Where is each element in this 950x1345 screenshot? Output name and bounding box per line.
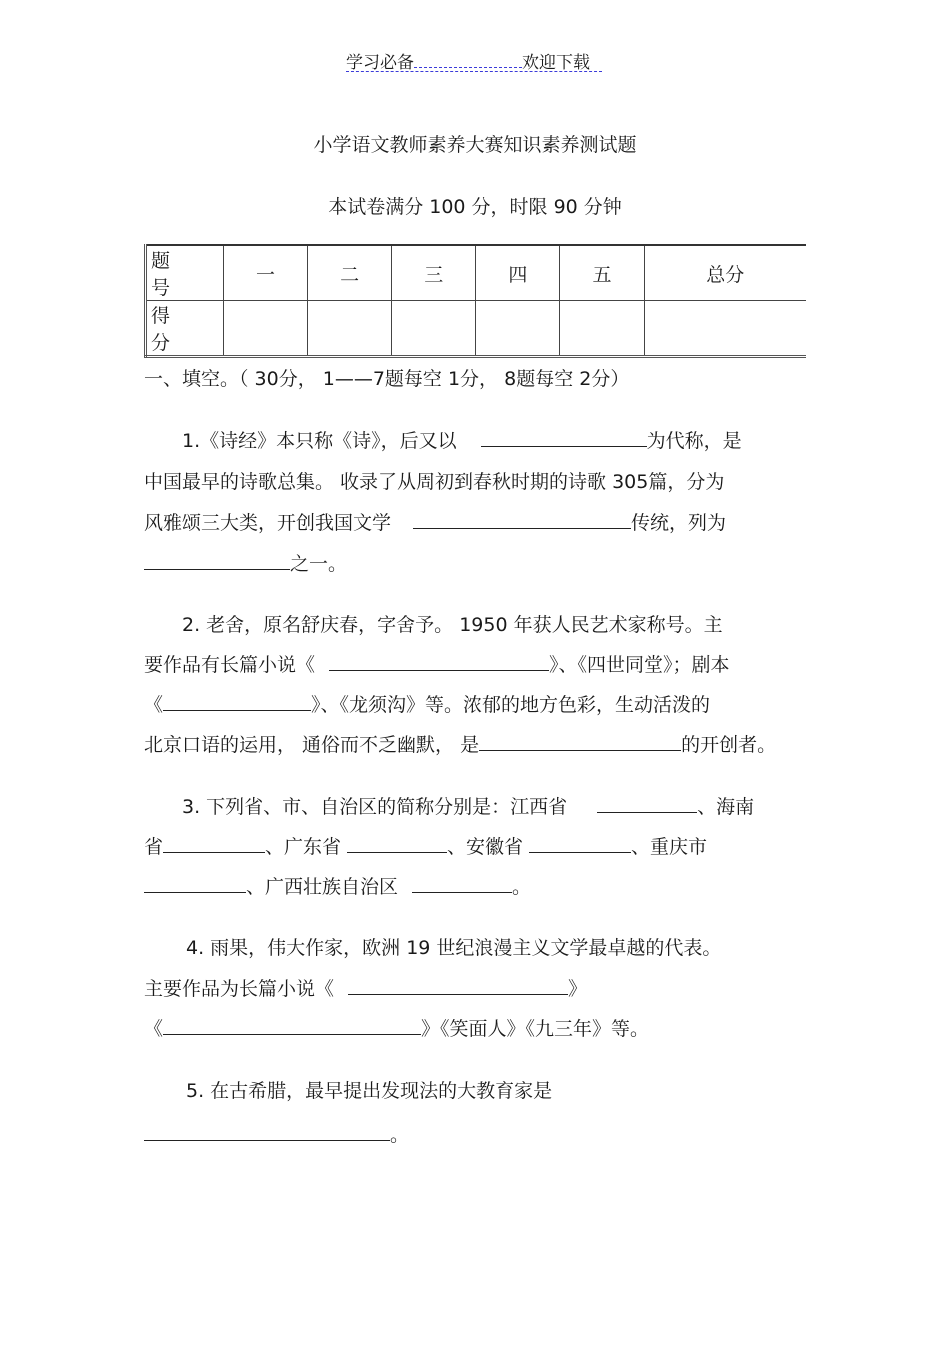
q2-blank-3[interactable] [479,732,681,751]
q4-line-2 [144,974,587,1001]
q1-blank-1[interactable] [481,428,647,447]
q2-line-3 [144,690,710,717]
row-label-score: 得分 [146,301,224,357]
q1-text-3a: 风雅颂三大类，开创我国文学 [144,512,392,534]
row-label-question-number: 题号 [146,245,224,301]
q3-text-1b: 、海南 [697,796,755,818]
q2-blank-1[interactable] [329,652,549,671]
q4-text-3b: 》《笑面人》《九三年》等。 [421,1018,650,1040]
q3-text-3b: 。 [512,876,532,898]
q4-line-3 [144,1014,649,1041]
q3-text-2d: 、重庆市 [631,836,708,858]
column-header-1: 一 [224,245,308,301]
header-right-text: 欢迎下载 [522,53,590,73]
q4-line-1: 4. 雨果，伟大作家，欧洲 19 世纪浪漫主义文学最卓越的代表。 [186,937,722,959]
q4-blank-2[interactable] [163,1016,421,1035]
score-cell-total[interactable] [644,301,806,357]
score-cell-5[interactable] [560,301,644,357]
q3-text-3a: 、广西壮族自治区 [246,876,399,898]
score-cell-4[interactable] [476,301,560,357]
q2-text-3a: 《 [144,694,164,716]
q5-line-2 [144,1120,409,1147]
score-table-header-row [146,245,807,301]
header-gap [414,53,522,68]
score-cell-2[interactable] [308,301,392,357]
column-header-2: 二 [308,245,392,301]
q2-text-3b: 》、《龙须沟》等。浓郁的地方色彩，生动活泼的 [311,694,711,716]
header-underline [346,71,602,72]
q3-text-2b: 、广东省 [265,836,342,858]
q1-text-3b: 传统，列为 [631,512,727,534]
score-table-score-row [146,301,807,357]
q4-text-2a: 主要作品为长篇小说《 [144,978,335,1000]
q3-blank-jiangxi[interactable] [597,794,697,813]
q3-blank-guangdong[interactable] [347,834,447,853]
q1-line-2: 中国最早的诗歌总集。 收录了从周初到春秋时期的诗歌 305篇，分为 [144,471,725,493]
column-header-total: 总分 [644,245,806,301]
q2-text-2b: 》、《四世同堂》；剧本 [549,654,730,676]
q1-line-3 [144,508,726,535]
q2-blank-2[interactable] [163,692,311,711]
q3-blank-guangxi[interactable] [412,874,512,893]
q5-blank-1[interactable] [144,1122,390,1141]
q2-line-2 [144,650,730,677]
header-left-text: 学习必备 [346,53,414,73]
q1-blank-2[interactable] [413,510,631,529]
q4-blank-1[interactable] [348,976,568,995]
q3-blank-chongqing[interactable] [144,874,246,893]
q1-text-1a: 1.《诗经》本只称《诗》，后又以 [182,430,457,452]
q3-blank-anhui[interactable] [529,834,631,853]
section-1-title: 一、填空。（ 30分， 1——7题每空 1分， 8题每空 2分） [144,368,630,390]
q4-text-2b: 》 [568,978,588,1000]
page-header [346,48,590,73]
score-cell-3[interactable] [392,301,476,357]
q1-line-1 [182,426,742,453]
q2-text-2a: 要作品有长篇小说《 [144,654,316,676]
column-header-5: 五 [560,245,644,301]
page-subtitle: 本试卷满分 100 分，时限 90 分钟 [328,196,622,218]
q5-text-2: 。 [390,1124,410,1146]
q1-blank-3[interactable] [144,551,290,570]
q3-text-2a: 省 [144,836,164,858]
score-cell-1[interactable] [224,301,308,357]
column-header-3: 三 [392,245,476,301]
q3-line-1 [182,792,754,819]
q3-text-1a: 3. 下列省、市、自治区的简称分别是：江西省 [182,796,568,818]
q5-line-1: 5. 在古希腊，最早提出发现法的大教育家是 [186,1080,553,1102]
q2-line-1: 2. 老舍，原名舒庆春，字舍予。 1950 年获人民艺术家称号。主 [182,614,723,636]
column-header-4: 四 [476,245,560,301]
q1-line-4 [144,549,347,576]
q3-text-2c: 、安徽省 [447,836,524,858]
q3-line-2 [144,832,707,859]
page-title: 小学语文教师素养大赛知识素养测试题 [313,134,637,156]
q1-text-4: 之一。 [290,553,348,575]
q4-text-3a: 《 [144,1018,164,1040]
q2-text-4b: 的开创者。 [681,734,777,756]
score-table [144,244,806,358]
q3-line-3 [144,872,531,899]
q2-line-4 [144,730,776,757]
q3-blank-hainan[interactable] [163,834,265,853]
q2-text-4a: 北京口语的运用， 通俗而不乏幽默， 是 [144,734,480,756]
q1-text-1b: 为代称，是 [646,430,742,452]
